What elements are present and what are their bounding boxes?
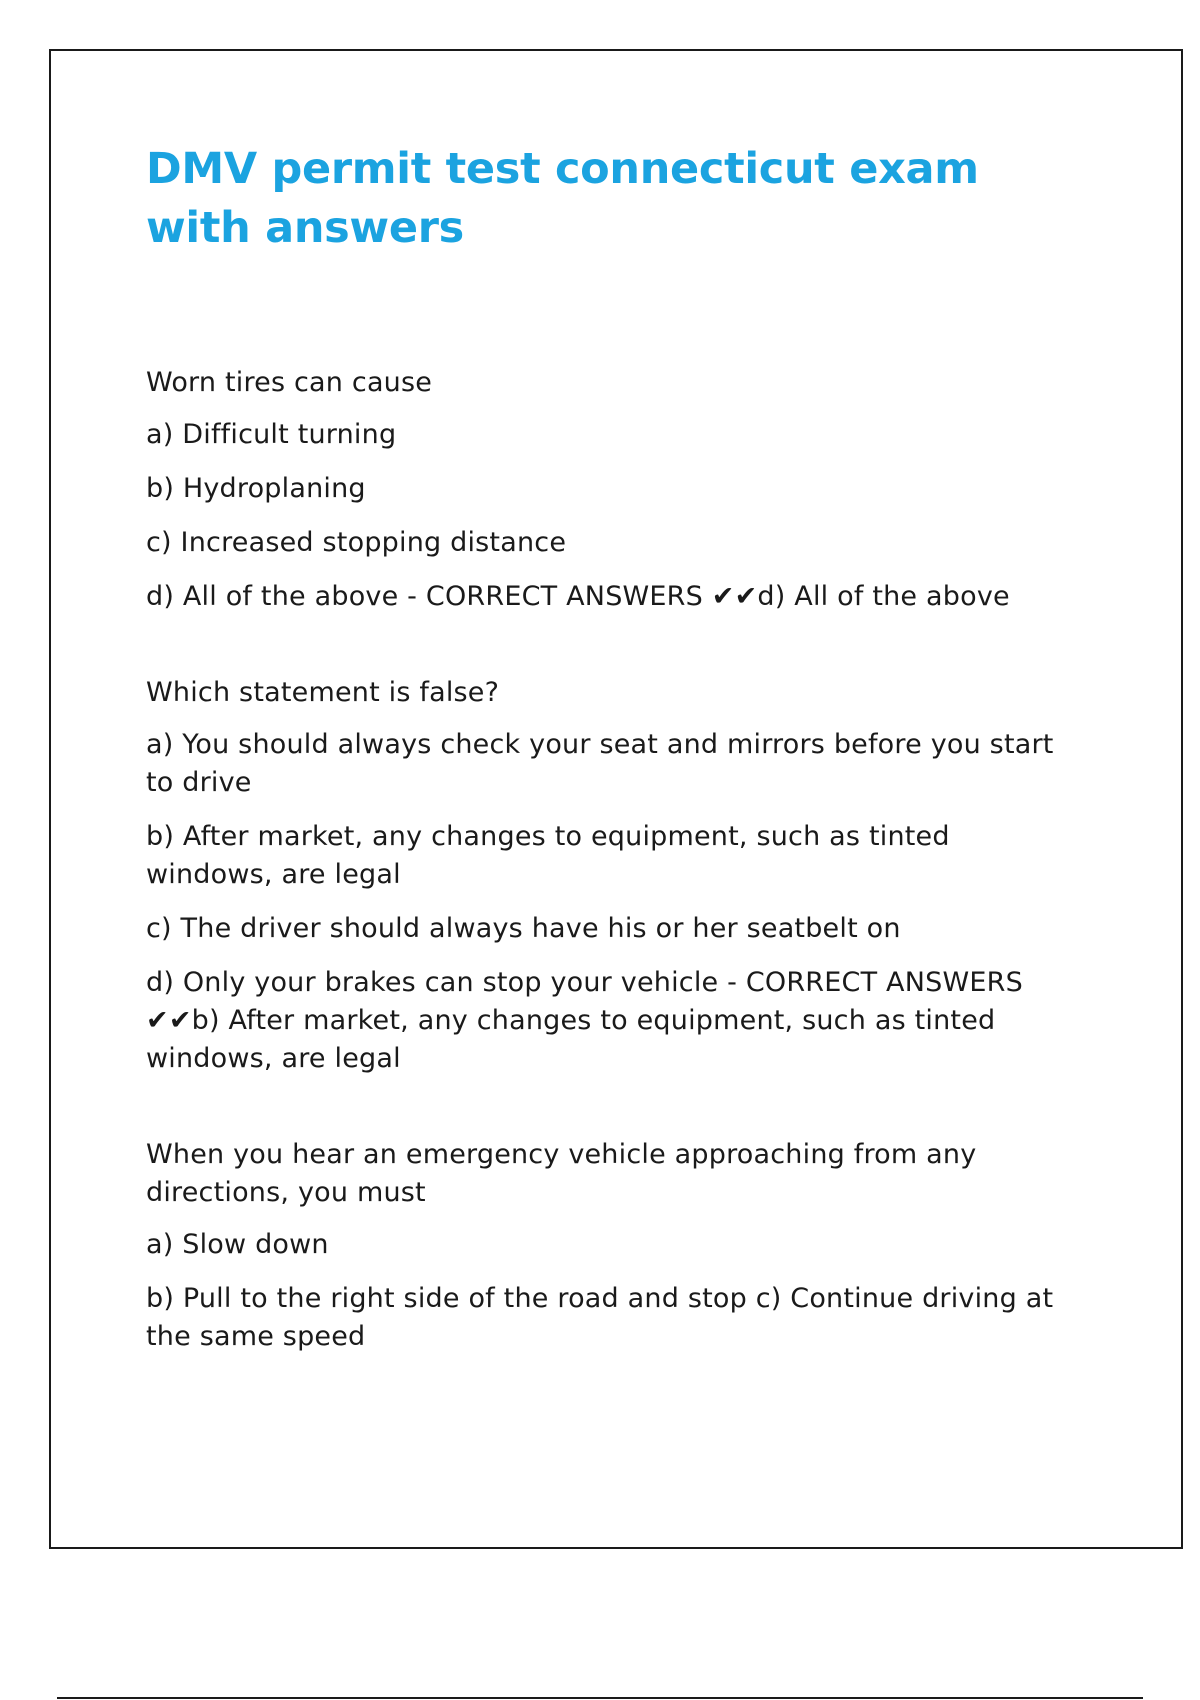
answer-option: c) The driver should always have his or her seatbelt on xyxy=(146,913,901,944)
answer-option: c) Increased stopping distance xyxy=(146,527,567,558)
answer-option-with-correct-answer: d) All of the above - CORRECT ANSWERS ✔✔d) All of the above xyxy=(146,581,1010,612)
answer-option: b) After market, any changes to equipment, such as tinted windows, are legal xyxy=(146,821,950,890)
question-3 xyxy=(146,1136,1076,1356)
answer-option: a) You should always check your seat and mirrors before you start to drive xyxy=(146,729,1054,798)
question-text: Worn tires can cause xyxy=(146,367,433,398)
answer-option: b) Hydroplaning xyxy=(146,473,366,504)
footer-divider xyxy=(57,1697,1143,1699)
question-text: Which statement is false? xyxy=(146,677,500,708)
document-title: DMV permit test connecticut exam with answers xyxy=(146,144,979,253)
question-1 xyxy=(146,364,1076,616)
answer-option: a) Difficult turning xyxy=(146,419,397,450)
question-text: When you hear an emergency vehicle approaching from any directions, you must xyxy=(146,1139,977,1208)
question-2 xyxy=(146,674,1076,1078)
answer-option: b) Pull to the right side of the road and stop c) Continue driving at the same speed xyxy=(146,1283,1054,1352)
answer-option-with-correct-answer: d) Only your brakes can stop your vehicle - CORRECT ANSWERS ✔✔b) After market, any changes to equipment, such as tinted windows, are legal xyxy=(146,967,1023,1074)
answer-option: a) Slow down xyxy=(146,1229,329,1260)
document-content xyxy=(146,140,1076,1356)
